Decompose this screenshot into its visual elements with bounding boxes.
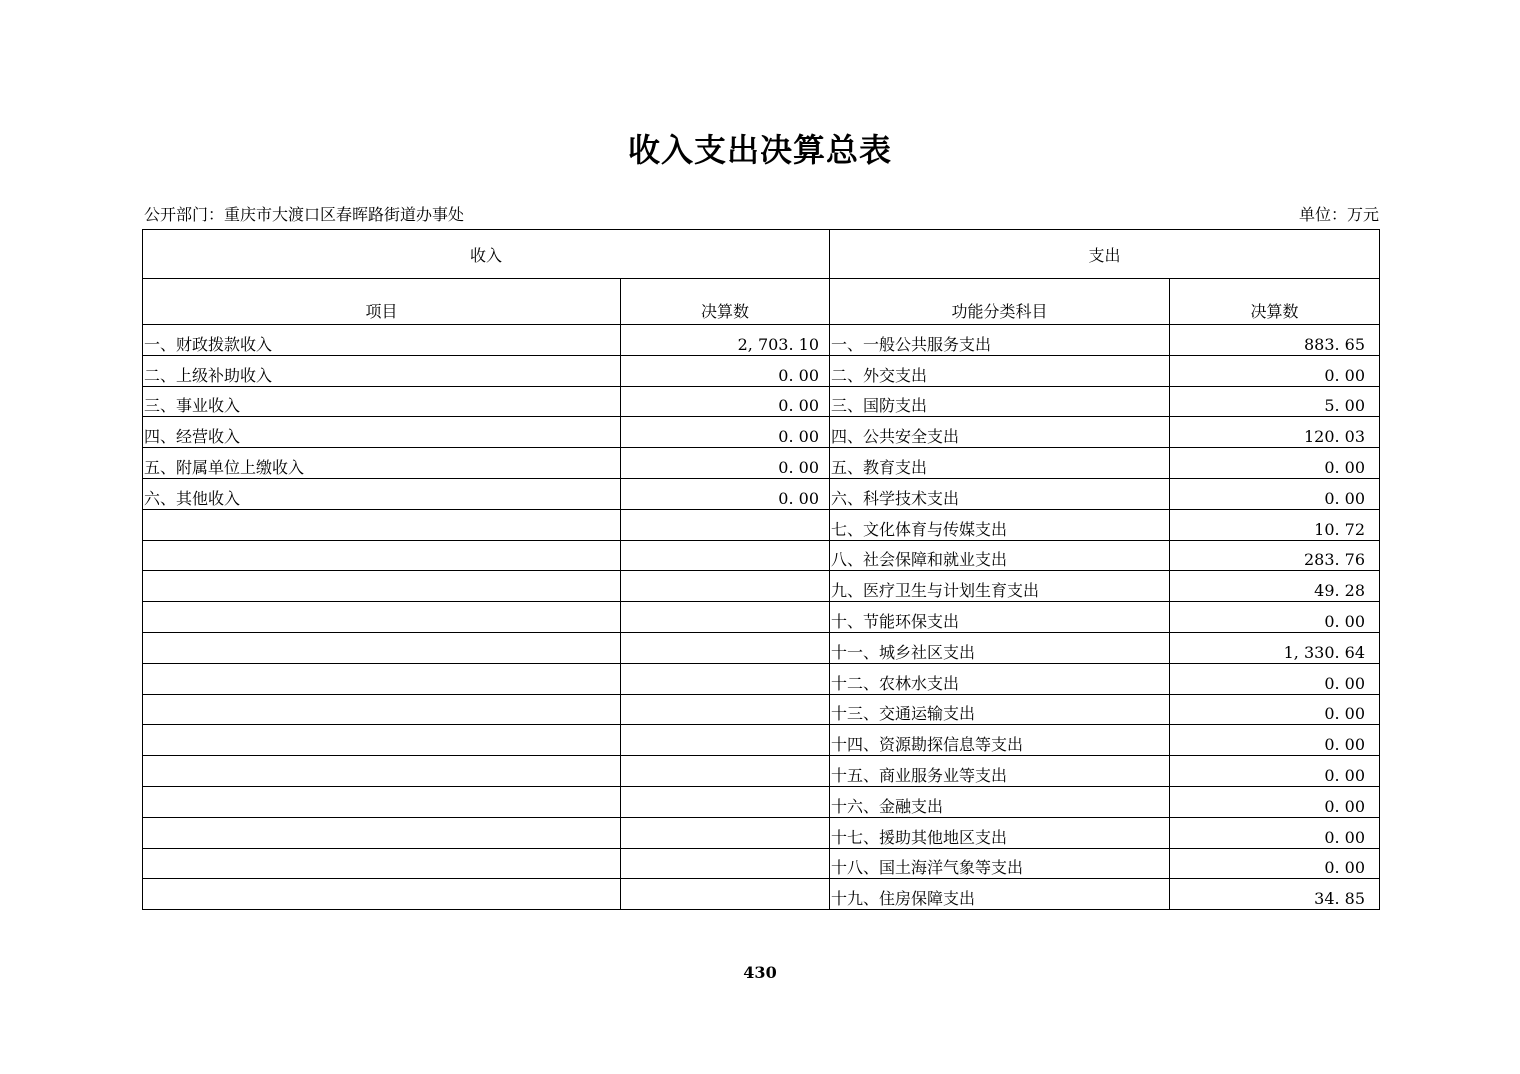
income-item-cell — [143, 756, 621, 787]
income-amount-cell: 0. 00 — [621, 478, 830, 509]
expense-item-cell: 五、教育支出 — [830, 448, 1170, 479]
table-row — [143, 478, 1380, 509]
expense-amount-cell: 0. 00 — [1170, 448, 1380, 479]
column-header-row — [143, 279, 1380, 325]
income-amount-cell — [621, 756, 830, 787]
income-amount-cell: 0. 00 — [621, 448, 830, 479]
table-row — [143, 571, 1380, 602]
income-item-cell: 四、经营收入 — [143, 417, 621, 448]
table-row — [143, 817, 1380, 848]
group-header-row — [143, 230, 1380, 279]
income-amount-cell — [621, 509, 830, 540]
page-number: 430 — [743, 963, 777, 982]
income-amount-cell: 0. 00 — [621, 386, 830, 417]
income-item-cell — [143, 725, 621, 756]
expense-item-cell: 十五、商业服务业等支出 — [830, 756, 1170, 787]
expense-amount-cell: 0. 00 — [1170, 694, 1380, 725]
expense-amount-cell: 0. 00 — [1170, 602, 1380, 633]
income-amount-cell — [621, 817, 830, 848]
income-amount-cell — [621, 786, 830, 817]
expense-item-cell: 十三、交通运输支出 — [830, 694, 1170, 725]
table-row — [143, 786, 1380, 817]
expense-amount-cell: 34. 85 — [1170, 879, 1380, 910]
expense-item-cell: 六、科学技术支出 — [830, 478, 1170, 509]
income-item-cell — [143, 509, 621, 540]
income-amount-cell — [621, 632, 830, 663]
expense-amount-cell: 0. 00 — [1170, 725, 1380, 756]
table-row — [143, 325, 1380, 356]
income-amount-column-header: 决算数 — [621, 279, 830, 325]
table-row — [143, 540, 1380, 571]
expense-amount-cell: 883. 65 — [1170, 325, 1380, 356]
expense-amount-cell: 120. 03 — [1170, 417, 1380, 448]
income-item-cell — [143, 817, 621, 848]
table-row — [143, 509, 1380, 540]
expense-item-cell: 十一、城乡社区支出 — [830, 632, 1170, 663]
page-title: 收入支出决算总表 — [627, 131, 892, 169]
expense-item-cell: 一、一般公共服务支出 — [830, 325, 1170, 356]
income-item-cell: 一、财政拨款收入 — [143, 325, 621, 356]
income-group-header: 收入 — [143, 230, 830, 279]
expense-amount-cell: 0. 00 — [1170, 786, 1380, 817]
income-amount-cell — [621, 540, 830, 571]
table-row — [143, 632, 1380, 663]
table-row — [143, 602, 1380, 633]
table-row — [143, 756, 1380, 787]
income-item-cell: 三、事业收入 — [143, 386, 621, 417]
expense-amount-cell: 0. 00 — [1170, 478, 1380, 509]
expense-amount-cell: 0. 00 — [1170, 663, 1380, 694]
expense-amount-cell: 0. 00 — [1170, 848, 1380, 879]
income-amount-cell — [621, 694, 830, 725]
expense-item-cell: 十二、农林水支出 — [830, 663, 1170, 694]
income-amount-cell — [621, 571, 830, 602]
income-item-cell — [143, 602, 621, 633]
income-amount-cell — [621, 602, 830, 633]
income-item-cell: 六、其他收入 — [143, 478, 621, 509]
table-row — [143, 417, 1380, 448]
expense-item-cell: 十、节能环保支出 — [830, 602, 1170, 633]
table-row — [143, 448, 1380, 479]
expense-amount-cell: 1, 330. 64 — [1170, 632, 1380, 663]
expense-item-cell: 十七、援助其他地区支出 — [830, 817, 1170, 848]
expense-item-cell: 十八、国土海洋气象等支出 — [830, 848, 1170, 879]
department-label: 公开部门：重庆市大渡口区春晖路街道办事处 — [144, 205, 465, 224]
expense-amount-column-header: 决算数 — [1170, 279, 1380, 325]
table-body — [143, 325, 1380, 910]
expense-item-cell: 四、公共安全支出 — [830, 417, 1170, 448]
income-amount-cell: 2, 703. 10 — [621, 325, 830, 356]
table-row — [143, 694, 1380, 725]
expense-amount-cell: 5. 00 — [1170, 386, 1380, 417]
income-item-cell — [143, 879, 621, 910]
table-row — [143, 879, 1380, 910]
income-amount-cell: 0. 00 — [621, 355, 830, 386]
expense-amount-cell: 0. 00 — [1170, 817, 1380, 848]
income-item-cell — [143, 632, 621, 663]
income-item-cell — [143, 786, 621, 817]
table-row — [143, 725, 1380, 756]
income-item-cell: 二、上级补助收入 — [143, 355, 621, 386]
income-item-cell — [143, 663, 621, 694]
expense-item-cell: 三、国防支出 — [830, 386, 1170, 417]
income-item-cell — [143, 540, 621, 571]
expense-amount-cell: 0. 00 — [1170, 355, 1380, 386]
expense-item-cell: 十四、资源勘探信息等支出 — [830, 725, 1170, 756]
unit-label: 单位：万元 — [1298, 205, 1379, 224]
income-amount-cell: 0. 00 — [621, 417, 830, 448]
table-row — [143, 355, 1380, 386]
income-item-cell — [143, 848, 621, 879]
expense-amount-cell: 10. 72 — [1170, 509, 1380, 540]
table-row — [143, 386, 1380, 417]
expense-item-cell: 八、社会保障和就业支出 — [830, 540, 1170, 571]
income-item-cell — [143, 694, 621, 725]
table-row — [143, 663, 1380, 694]
expense-item-cell: 十六、金融支出 — [830, 786, 1170, 817]
income-amount-cell — [621, 879, 830, 910]
income-item-cell: 五、附属单位上缴收入 — [143, 448, 621, 479]
income-expense-table — [142, 229, 1380, 910]
table-row — [143, 848, 1380, 879]
income-item-cell — [143, 571, 621, 602]
item-column-header: 项目 — [143, 279, 621, 325]
expense-group-header: 支出 — [830, 230, 1380, 279]
expense-amount-cell: 49. 28 — [1170, 571, 1380, 602]
function-category-column-header: 功能分类科目 — [830, 279, 1170, 325]
expense-amount-cell: 283. 76 — [1170, 540, 1380, 571]
income-amount-cell — [621, 725, 830, 756]
expense-amount-cell: 0. 00 — [1170, 756, 1380, 787]
income-amount-cell — [621, 848, 830, 879]
expense-item-cell: 二、外交支出 — [830, 355, 1170, 386]
expense-item-cell: 七、文化体育与传媒支出 — [830, 509, 1170, 540]
income-amount-cell — [621, 663, 830, 694]
expense-item-cell: 十九、住房保障支出 — [830, 879, 1170, 910]
expense-item-cell: 九、医疗卫生与计划生育支出 — [830, 571, 1170, 602]
